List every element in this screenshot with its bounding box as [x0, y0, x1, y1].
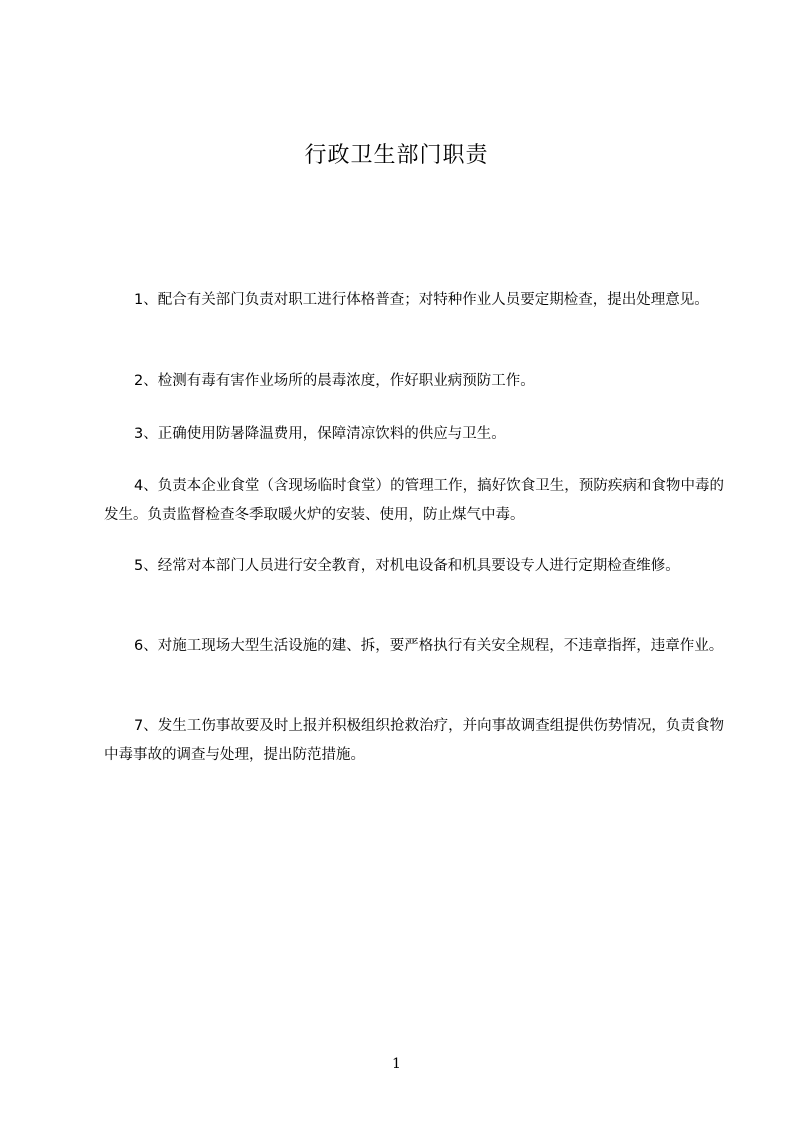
page-number: 1 — [392, 1056, 401, 1072]
page-title: 行政卫生部门职责 — [304, 143, 489, 168]
duty-item-7: 7、发生工伤事故要及时上报并积极组织抢救治疗，并向事故调查组提供伤势情况，负责食物中毒事故的调查与处理，提出防范措施。 — [104, 718, 724, 763]
duty-item-3: 3、正确使用防暑降温费用，保障清凉饮料的供应与卫生。 — [134, 426, 506, 442]
duty-item-4: 4、负责本企业食堂（含现场临时食堂）的管理工作，搞好饮食卫生，预防疾病和食物中毒的发生。负责监督检查冬季取暖火炉的安装、使用，防止煤气中毒。 — [104, 478, 724, 523]
duty-item-6: 6、对施工现场大型生活设施的建、拆，要严格执行有关安全规程，不违章指挥，违章作业。 — [134, 638, 724, 654]
duty-item-1: 1、配合有关部门负责对职工进行体格普查；对特种作业人员要定期检查，提出处理意见。 — [134, 292, 709, 308]
duty-item-5: 5、经常对本部门人员进行安全教育，对机电设备和机具要设专人进行定期检查维修。 — [134, 558, 680, 574]
duty-item-2: 2、检测有毒有害作业场所的晨毒浓度，作好职业病预防工作。 — [134, 373, 535, 389]
